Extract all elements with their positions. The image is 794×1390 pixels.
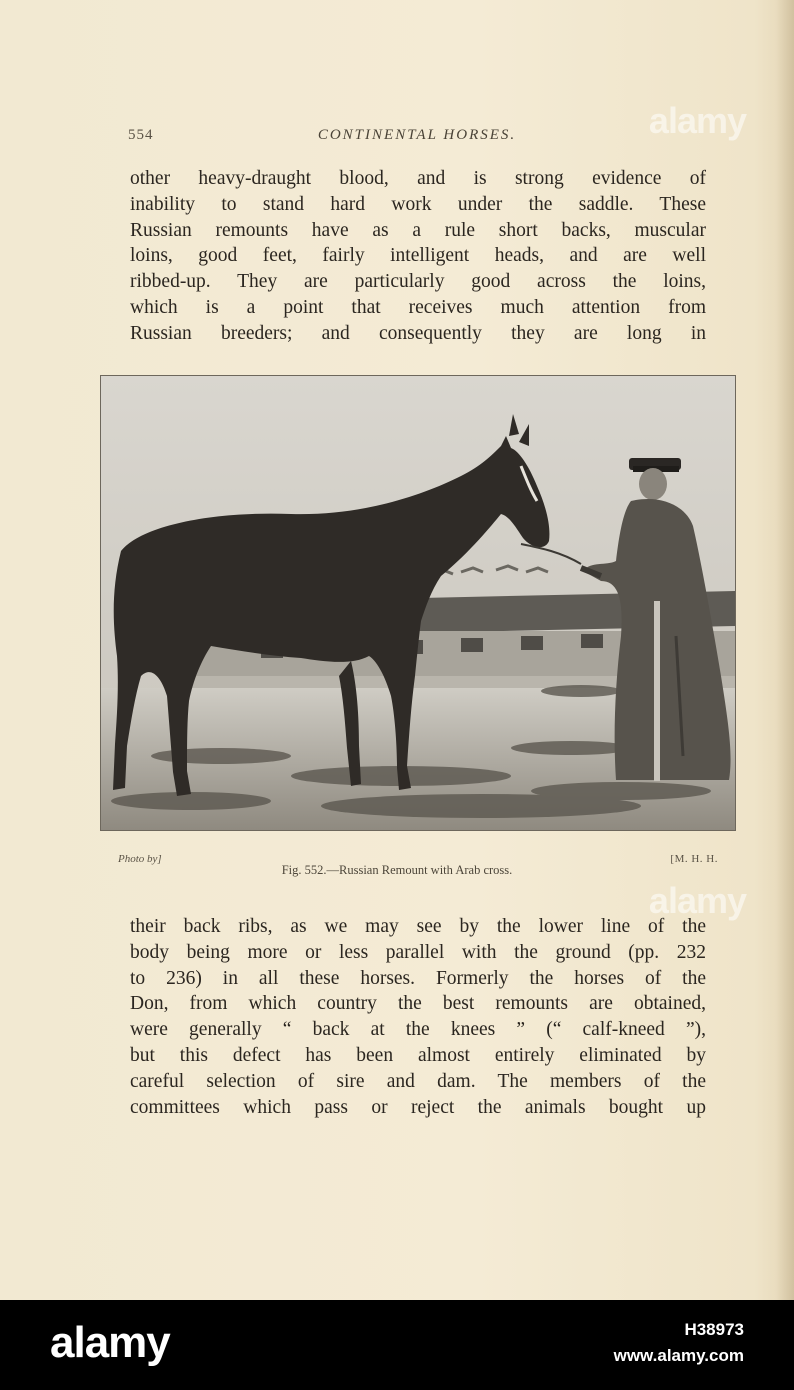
footer-brand-logo: alamy [50, 1318, 170, 1367]
photo-credit-right: [M. H. H. [670, 853, 718, 865]
text-line: their back ribs, as we may see by the lower line of the [130, 916, 706, 937]
text-line: careful selection of sire and dam. The members of the [130, 1070, 706, 1092]
text-line: ribbed-up. They are particularly good across the loins, [130, 271, 706, 293]
running-title: CONTINENTAL HORSES. [317, 127, 517, 143]
horse-and-soldier-illustration [101, 376, 735, 830]
watermark-logo: alamy [648, 100, 746, 141]
text-line: to 236) in all these horses. Formerly the horses of the [130, 967, 706, 989]
paragraph-bottom [130, 914, 706, 1120]
text-line: were generally “ back at the knees ” (“ calf-kneed ”), [130, 1019, 706, 1041]
text-line: Russian remounts have as a rule short backs, muscular [130, 219, 706, 241]
text-line: inability to stand hard work under the saddle. These [130, 193, 706, 215]
figure-photograph [100, 375, 736, 831]
text-line: committees which pass or reject the animals bought up [130, 1096, 706, 1118]
text-line: other heavy-draught blood, and is strong evidence of [130, 168, 706, 189]
footer-image-id: H38973 [684, 1320, 744, 1339]
text-line: body being more or less parallel with the ground (pp. 232 [130, 941, 706, 963]
text-line: but this defect has been almost entirely eliminated by [130, 1044, 706, 1066]
watermark-logo: alamy [648, 880, 746, 921]
photo-credit-left: Photo by] [118, 853, 162, 865]
paragraph-top [130, 166, 706, 347]
figure-caption: Fig. 552.—Russian Remount with Arab cross. [281, 863, 513, 877]
text-line: which is a point that receives much attention from [130, 296, 706, 318]
page-header [128, 127, 706, 151]
text-line: Don, from which country the best remounts are obtained, [130, 993, 706, 1015]
footer-url: www.alamy.com [613, 1346, 744, 1365]
text-line: loins, good feet, fairly intelligent heads, and are well [130, 245, 706, 267]
text-line: Russian breeders; and consequently they are long in [130, 322, 706, 344]
page-spine-shadow [776, 0, 794, 1300]
page-number: 554 [128, 127, 154, 143]
